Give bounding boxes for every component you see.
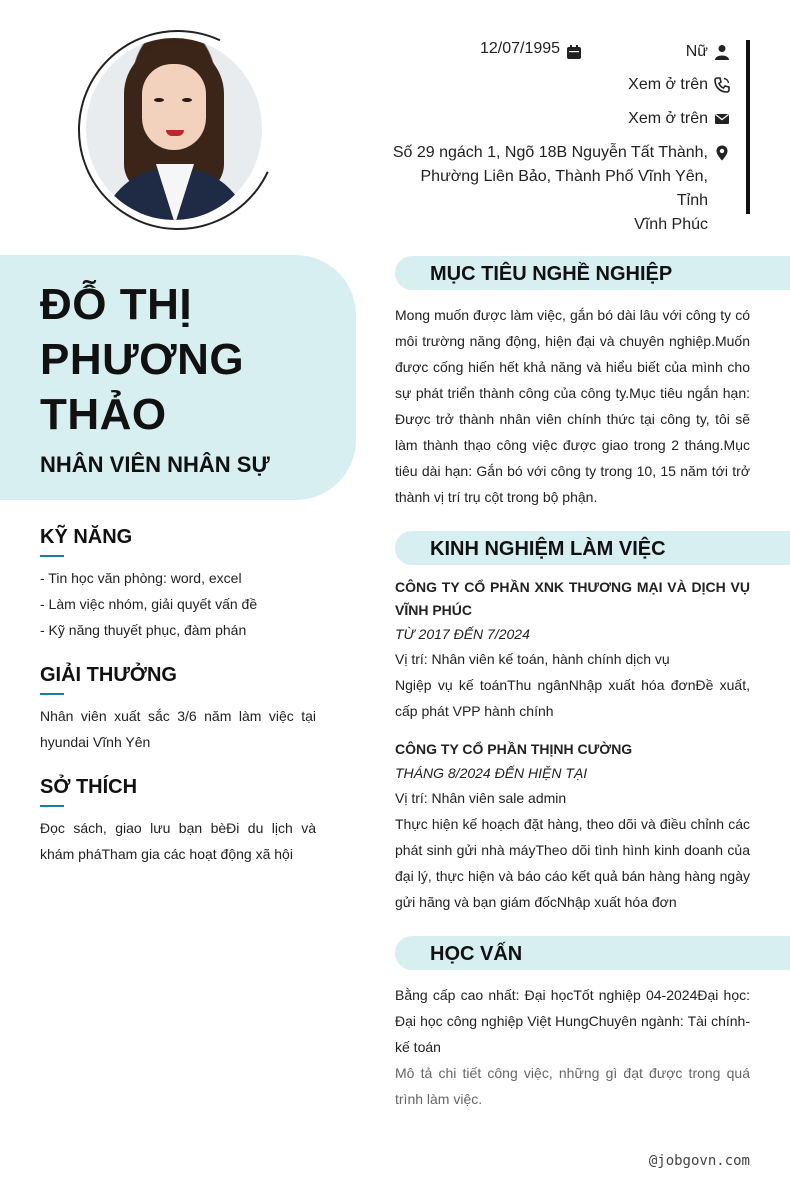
user-icon	[714, 44, 730, 60]
gender-row	[686, 40, 730, 64]
job-period: TỪ 2017 ĐẾN 7/2024	[395, 626, 530, 642]
profile-photo	[86, 38, 262, 220]
awards-text: Nhân viên xuất sắc 3/6 năm làm việc tại hyundai Vĩnh Yên	[40, 708, 316, 750]
job-entry	[395, 576, 750, 724]
job-position: Vị trí: Nhân viên kế toán, hành chính dịch vụ	[395, 651, 670, 667]
job-description: Ngiệp vụ kế toánThu ngânNhập xuất hóa đơnĐề xuất, cấp phát VPP hành chính	[395, 677, 750, 719]
skill-item: - Tin học văn phòng: word, excel	[40, 570, 242, 586]
skill-item: - Kỹ năng thuyết phục, đàm phán	[40, 622, 247, 638]
section-underline	[40, 805, 64, 807]
email-row	[628, 107, 730, 131]
hobbies-title: SỞ THÍCH	[40, 776, 138, 798]
email-value: Xem ở trên	[628, 110, 708, 127]
gender-value: Nữ	[685, 43, 708, 60]
skills-list	[40, 565, 316, 643]
location-pin-icon	[714, 145, 730, 161]
calendar-icon	[566, 44, 582, 60]
job-company: CÔNG TY CỔ PHẦN XNK THƯƠNG MẠI VÀ DỊCH VỤ VĨNH PHÚC	[395, 579, 750, 618]
dob-value: 12/07/1995	[480, 40, 561, 57]
section-underline	[40, 693, 64, 695]
skill-item: - Làm việc nhóm, giải quyết vấn đề	[40, 596, 258, 612]
envelope-icon	[714, 111, 730, 127]
contact-block	[390, 40, 750, 233]
job-role: NHÂN VIÊN NHÂN SỰ	[40, 452, 270, 477]
skills-section	[40, 526, 316, 643]
address-value: Số 29 ngách 1, Ngõ 18B Nguyễn Tất Thành, Phường Liên Bảo, Thành Phố Vĩnh Yên, Tỉnh Vĩnh Phúc	[392, 144, 708, 233]
objective-title: MỤC TIÊU NGHỀ NGHIỆP	[395, 256, 790, 290]
awards-section	[40, 664, 316, 755]
section-underline	[40, 555, 64, 557]
address-row	[390, 141, 730, 237]
awards-title: GIẢI THƯỞNG	[40, 664, 177, 686]
dob-row	[480, 40, 582, 60]
experience-title: KINH NGHIỆM LÀM VIỆC	[395, 531, 790, 565]
education-title: HỌC VẤN	[395, 936, 790, 970]
job-position: Vị trí: Nhân viên sale admin	[395, 790, 567, 806]
job-entry	[395, 738, 750, 915]
education-section	[395, 982, 750, 1112]
hobbies-section	[40, 776, 316, 867]
phone-icon	[714, 77, 730, 93]
full-name: ĐỖ THỊ PHƯƠNG THẢO	[40, 280, 245, 439]
objective-text: Mong muốn được làm việc, gắn bó dài lâu với công ty có môi trường năng động, hiện đại và chuyên nghiệp.Muốn được cống hiến hết khả năng và hiểu biết của mình cho sự phát triển thành công của công ty.Mục tiêu ngắn hạn: Được trở thành nhân viên chính thức tại công ty, tôi sẽ làm thành thạo công việc được giao trong 2 tháng.Mục tiêu dài hạn: Gắn bó với công ty trong 10, 15 năm tới trở thành vị trí trụ cột trong bộ phận.	[395, 307, 750, 505]
job-description: Thực hiện kế hoạch đặt hàng, theo dõi và điều chỉnh các phát sinh gửi nhà máyTheo dõi tình hình kinh doanh của đại lý, thực hiện và báo cáo kết quả bán hàng hàng ngày gửi hãng và bạn giám đốcNhập xuất hóa đơn	[395, 816, 750, 910]
phone-row	[628, 73, 730, 97]
education-text: Bằng cấp cao nhất: Đại họcTốt nghiệp 04-2024Đại học: Đại học công nghiệp Việt HungChuyên ngành: Tài chính-kế toán	[395, 987, 750, 1055]
skills-title: KỸ NĂNG	[40, 526, 133, 548]
phone-value: Xem ở trên	[628, 76, 708, 93]
hobbies-text: Đọc sách, giao lưu bạn bèĐi du lịch và khám pháTham gia các hoạt động xã hội	[40, 820, 316, 862]
footer-watermark: @jobgovn.com	[648, 1153, 750, 1169]
job-period: THÁNG 8/2024 ĐẾN HIỆN TẠI	[395, 765, 588, 781]
job-company: CÔNG TY CỔ PHẦN THỊNH CƯỜNG	[395, 741, 633, 757]
name-block	[0, 255, 356, 500]
education-placeholder: Mô tả chi tiết công việc, những gì đạt được trong quá trình làm việc.	[395, 1065, 750, 1107]
